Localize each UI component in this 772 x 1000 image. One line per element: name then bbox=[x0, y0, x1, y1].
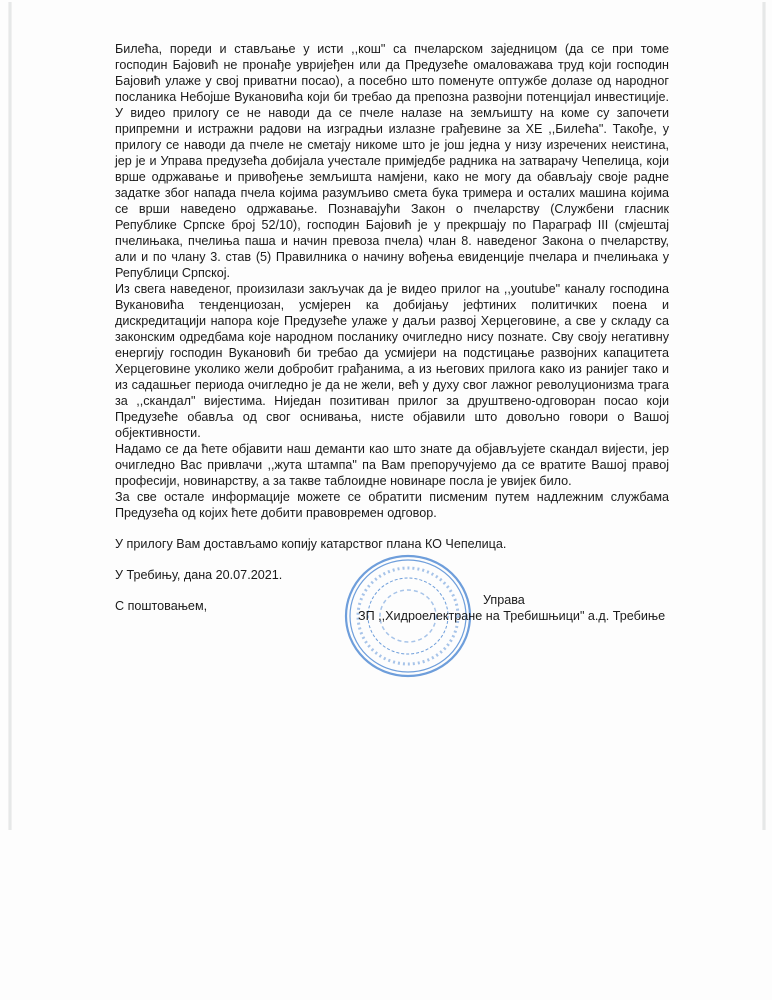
paragraph-main: Билећа, пореди и стављање у исти ,,кош" са пчеларском заједницом (да се при томе господин Бајовић не пронађе увријеђен или да Предузеће омаловажава труд који господин Бајовић улаже у свој приватни посао), а посебно што поменуте оптужбе долазе од народног посланика Небојше Вукановића који би требао да препозна развојни потенцијал инвестиције. У видео прилогу се не наводи да се пчеле налазе на земљишту на коме су започети припремни и истражни радови на изградњи излазне грађевине за ХЕ ,,Билећа". Такође, у прилогу се наводи да пчеле не сметају никоме што је још једна у низу изречених неистина, јер је и Управа предузећа добијала учестале примједбе радника на затварачу Чепелица, који врше одржавање и привођење земљишта намјени, како не могу да обављају своје радне задатке због напада пчела којима разумљиво смета бука тримера и осталих машина којима се врши наведено одржавање. Познавајући Закон о пчеларству (Службени гласник Републике Српске број 52/10), господин Бајовић је у прекршају по Параграф III (смјештај пчелињака, пчелиња паша и начин превоза пчела) члан 8. наведеног Закона о пчеларству, али и по члану 3. став (5) Правилника о начину вођења евиденције пчелара и пчелињака у Републици Српској. bbox=[115, 42, 669, 280]
signature-organization: ЗП ,,Хидроелектране на Требишњици" а.д. Требиње bbox=[358, 609, 666, 623]
closing: С поштовањем, bbox=[115, 599, 208, 613]
place-date: У Требињу, дана 20.07.2021. bbox=[115, 568, 283, 582]
letter-body bbox=[115, 41, 669, 614]
scan-edge-right bbox=[762, 2, 766, 830]
attachment-note: У прилогу Вам достављамо копију катарствог плана КО Чепелица. bbox=[115, 537, 507, 551]
paragraph-contact: За све остале информације можете се обратити писменим путем надлежним службама Предузећа од којих ћете добити правовремен одговор. bbox=[115, 490, 669, 520]
paragraph-denial: Надамо се да ћете објавити наш деманти као што знате да објављујете скандал вијести, јер очигледно Вас привлачи ,,жута штампа" па Вам препоручујемо да се вратите Вашој правој професији, новинарству, а за такве таблоидне новинаре посла је увијек било. bbox=[115, 442, 669, 488]
scan-edge-left bbox=[8, 2, 12, 830]
signature-block bbox=[358, 592, 678, 624]
signature-title: Управа bbox=[483, 593, 525, 607]
paragraph-conclusion: Из свега наведеног, произилази закључак да је видео прилог на ,,youtube" каналу господина Вукановића тенденциозан, усмјерен ка добијању јефтиних политичких поена и дискредитацији напора које Предузеће улаже у даљи развој Херцеговине, а све у складу са законским одредбама које народном посланику очигледно нису познате. Сву своју негативну енергију господин Вукановић би требао да усмијери на подстицање развојних капацитета Херцеговине уколико жели добробит грађанима, а из његових прилога како из ранијег тако и из садашњег периода очигледно је да не жели, већ у духу свог лажног револуционизма трага за ,,скандал" вијестима. Ниједан позитиван прилог за друштвено-одговоран посао који Предузеће обавља од свог оснивања, нисте објавили што довољно говори о Вашој објективности. bbox=[115, 282, 669, 440]
